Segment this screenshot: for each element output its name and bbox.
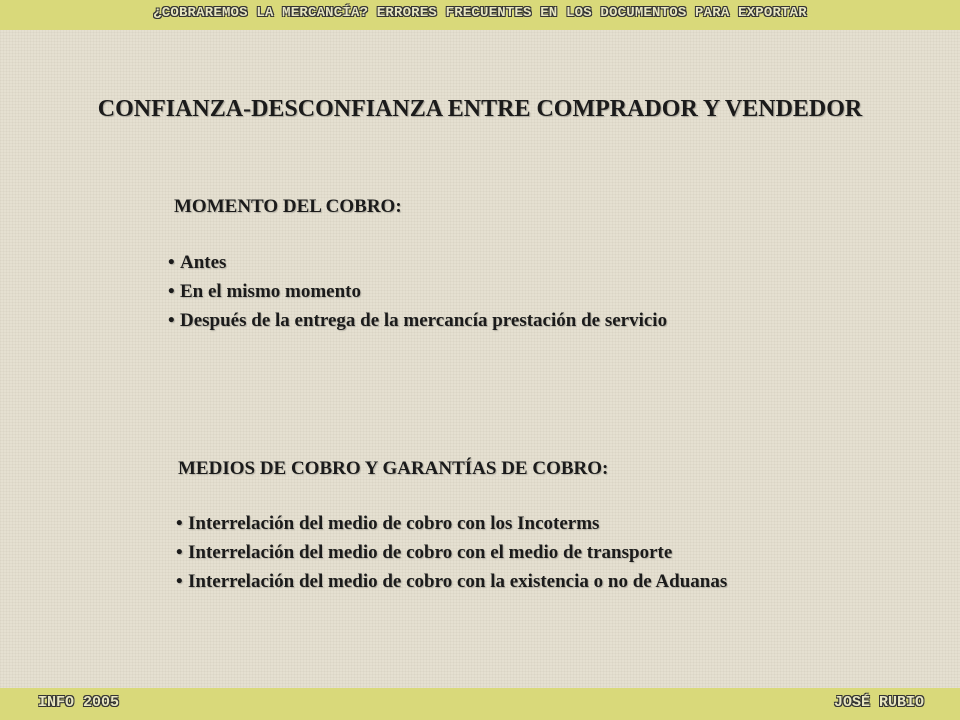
- list-item-text: Interrelación del medio de cobro con los Incoterms: [188, 513, 600, 534]
- bullet-list: [168, 248, 667, 335]
- slide-heading: CONFIANZA-DESCONFIANZA ENTRE COMPRADOR Y VENDEDOR: [97, 96, 863, 122]
- list-item: [176, 538, 727, 567]
- list-item-text: Antes: [180, 252, 227, 273]
- list-item-text: Después de la entrega de la mercancía prestación de servicio: [180, 310, 668, 331]
- list-item-text: Interrelación del medio de cobro con la existencia o no de Aduanas: [188, 571, 728, 592]
- list-item: [168, 277, 667, 306]
- list-item: [168, 248, 667, 277]
- bullet-list: [176, 509, 727, 596]
- footer-right-text: JOSÉ RUBIO: [833, 694, 924, 711]
- section-medios-de-cobro: [176, 458, 727, 596]
- bullet-icon: •: [168, 252, 175, 273]
- footer-left-text: INFO 2005: [38, 694, 120, 711]
- section-momento-del-cobro: [168, 196, 667, 335]
- section-title: MOMENTO DEL COBRO:: [174, 196, 402, 217]
- list-item: [168, 306, 667, 335]
- bullet-icon: •: [168, 310, 175, 331]
- bullet-icon: •: [176, 571, 183, 592]
- list-item: [176, 509, 727, 538]
- bullet-icon: •: [176, 513, 183, 534]
- bullet-icon: •: [176, 542, 183, 563]
- list-item-text: Interrelación del medio de cobro con el medio de transporte: [188, 542, 673, 563]
- footer-band: [0, 688, 960, 720]
- list-item-text: En el mismo momento: [180, 281, 362, 302]
- section-title: MEDIOS DE COBRO Y GARANTÍAS DE COBRO:: [178, 458, 609, 479]
- list-item: [176, 567, 727, 596]
- header-title: ¿COBRAREMOS LA MERCANCÍA? ERRORES FRECUENTES EN LOS DOCUMENTOS PARA EXPORTAR: [153, 5, 807, 21]
- bullet-icon: •: [168, 281, 175, 302]
